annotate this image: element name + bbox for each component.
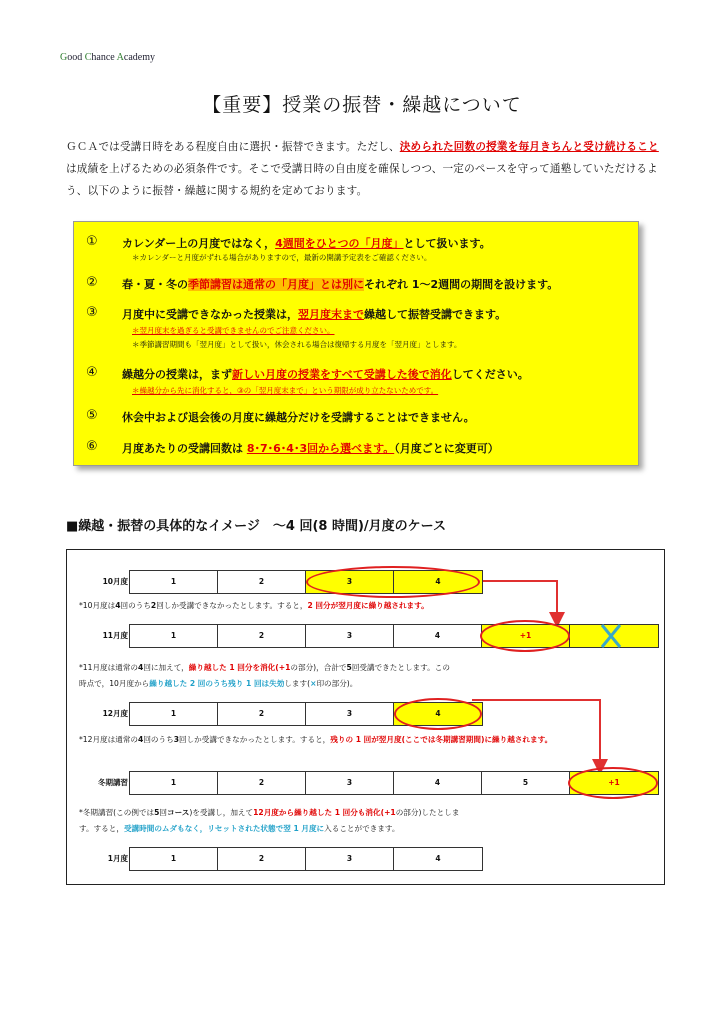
consumed-ellipse: [480, 620, 570, 652]
page-title: 【重要】授業の振替・繰越について: [202, 94, 522, 116]
section-title: ■繰越・振替の具体的なイメージ ～4 回(8 時間)/月度のケース: [66, 519, 447, 534]
consumed-ellipse-2: [568, 767, 658, 799]
carryover-diagram: 10月度 1 2 3 4 *10月度は4回のうち2回しか受講できなかったとします。すると，2 回分が翌月度に繰り越されます。 11月度 1 2 3 4 +1 *11月度は通常の4回に加えて，繰り越した 1 回分を消化(+1の部分)，合計で5回受講できたとします。この 時点で，10月度から繰り越した 2 回のうち残り 1 回は失効します(×印の部分)。 12月度 1 2 3 4 *12月度は通常の4回のうち3回しか受講できなかったとします。すると，残りの 1 回が翌月度(ここでは冬期講習期間)に繰り越されます。 冬期講習 1 2 3 4 5 +1 *冬期講習(この例では5回コース)を受講し，加えて12月度から繰り越した 1 回分も消化(+1の部分)したとしま す。すると，受講時間のムダもなく，リセットされた状態で翌 1 月度に入ることができます。 1月度 1 2 3 4: [66, 549, 665, 885]
note-winter: *冬期講習(この例では5回コース)を受講し，加えて12月度から繰り越した 1 回分も消化(+1の部分)したとしま す。すると，受講時間のムダもなく，リセットされた状態で翌 1 月度に入ることができます。: [79, 808, 460, 833]
note-december: *12月度は通常の4回のうち3回しか受講できなかったとします。すると，残りの 1 回が翌月度(ここでは冬期講習期間)に繰り越されます。: [79, 735, 553, 744]
emphasis-text: 決められた回数の授業を毎月きちんと受け続けること: [399, 141, 659, 153]
carry-ellipse: [306, 566, 480, 598]
intro-paragraph: ＧＣＡでは受講日時をある程度自由に選択・振替できます。ただし、決められた回数の授業を毎月きちんと受け続けることは成績を上げるための必須条件です。そこで受講日時の自由度を確保しつつ、一定のペースを守って通塾していただけるよう、以下のように振替・繰越に関する規約を定めております。: [66, 141, 659, 197]
org-name: Good Chance Academy: [60, 52, 155, 63]
note-november: *11月度は通常の4回に加えて，繰り越した 1 回分を消化(+1の部分)，合計で5回受講できたとします。この 時点で，10月度から繰り越した 2 回のうち残り 1 回は失効します(×印の部分)。: [79, 663, 450, 688]
rules-box: ① カレンダー上の月度ではなく，4週間をひとつの「月度」として扱います。 ＊カレンダーと月度がずれる場合がありますので，最新の開講予定表をご確認ください。 ② 春・夏・冬の季節講習は通常の「月度」とは別にそれぞれ 1～2週間の期間を設けます。 ③ 月度中に受講できなかった授業は，翌月度末まで繰越して振替受講できます。 ＊翌月度末を過ぎると受講できませんのでご注意ください。 ＊季節講習期間も「翌月度」として扱い，休会される場合は復帰する月度を「翌月度」とします。 ④ 繰越分の授業は，まず新しい月度の授業をすべて受講した後で消化してください。 ＊繰越分から先に消化すると，③の「翌月度末まで」という期限が成り立たないためです。 ⑤ 休会中および退会後の月度に繰越分だけを受講することはできません。 ⑥ 月度あたりの受講回数は 8･7･6･4･3回から選べます。（月度ごとに変更可）: [73, 221, 639, 466]
cross-mark-icon: [599, 622, 623, 650]
carry-ellipse-2: [394, 698, 482, 730]
note-october: *10月度は4回のうち2回しか受講できなかったとします。すると，2 回分が翌月度に繰り越されます。: [79, 601, 429, 610]
